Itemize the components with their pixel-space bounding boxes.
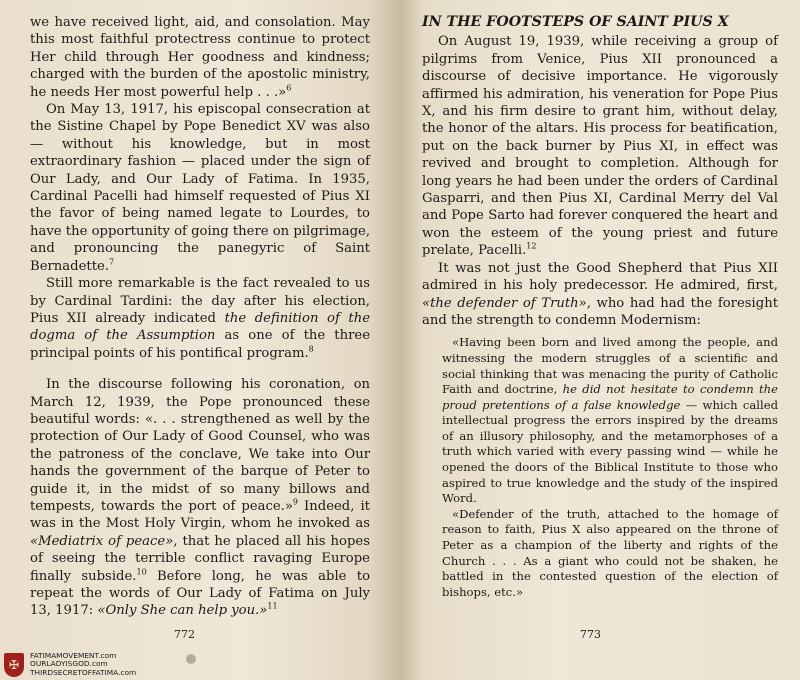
- text-run: It was not just the Good Shepherd that Pius XII admired in his holy predecessor. He admired, first,: [422, 260, 778, 294]
- shield-icon: ✠: [4, 653, 24, 677]
- paragraph: [422, 260, 778, 330]
- text-run: On August 19, 1939, while receiving a group of pilgrims from Venice, Pius XII pronounced a discourse of decisive importance. He vigorously affirmed his admiration, his veneration for Pope Pius X, and his firm desire to grant him, without delay, the honor of the altars. His process for beatification, put on the back burner by Pius XI, in effect was revived and brought to completion. Although for long years he had been under the orders of Cardinal Gasparri, and then Pius XI, Cardinal Merry del Val and Pope Sarto had forever conquered the heart and won the esteem of the young priest and future prelate, Pacelli.: [422, 34, 778, 259]
- right-page-text: [422, 14, 778, 600]
- text-run: , that he placed all his hopes of seeing the terrible conflict ravaging Europe finally subside.: [30, 533, 370, 584]
- text-run: Still more remarkable is the fact revealed to us by Cardinal Tardini: the day after his election, Pius XII already indicated: [30, 276, 370, 326]
- footnote-ref: 10: [136, 567, 147, 577]
- ink-smudge: [186, 654, 196, 664]
- emphasis-text: the definition of the dogma of the Assumption: [30, 310, 370, 344]
- footnote-ref: 11: [267, 602, 278, 612]
- emphasis-text: he did not hesitate to condemn the proud pretentions of a false knowledge: [442, 382, 778, 412]
- text-run: «Having been born and lived among the people, and witnessing the modern struggles of a scientific and social thinking that was menacing the purity of Catholic Faith and doctrine,: [442, 335, 778, 397]
- text-run: On May 13, 1917, his episcopal consecration at the Sistine Chapel by Pope Benedict XV was also — without his knowledge, but in most extraordinary fashion — placed under the sign of Our Lady, and Our Lady of Fatima. In 1935, Cardinal Pacelli had himself requested of Pius XI the favor of being named legate to Lourdes, to have the opportunity of going there on pilgrimage, and pronouncing the panegyric of Saint Bernadette.: [30, 102, 371, 274]
- footnote-ref: 9: [292, 497, 299, 507]
- footnote-ref: 8: [308, 344, 314, 354]
- footnote-ref: 6: [286, 83, 292, 93]
- watermark-links: [30, 652, 136, 677]
- text-run: — which called intellectual progress the errors inspired by the dreams of an illusory philosophy, and the metamorphoses of a truth which varied with every passing wind — while he opened the doors of the Biblical Institute to those who aspired to true knowledge and the study of the inspired Word.: [442, 397, 778, 506]
- page-number-right: 773: [580, 628, 601, 641]
- paragraph: [442, 507, 778, 601]
- emphasis-text: «Mediatrix of peace»: [30, 533, 174, 549]
- right-page: [400, 0, 800, 680]
- watermark-link-ourladyisgod[interactable]: OURLADYISGOD.com: [30, 659, 108, 669]
- footnote-ref: 7: [109, 257, 115, 267]
- text-run: Before long, he was able to repeat the words of Our Lady of Fatima on July 13, 1917:: [30, 568, 371, 619]
- text-run: , who had had the foresight and the strength to condemn Modernism:: [422, 295, 778, 328]
- emphasis-text: «Only She can help you.»: [97, 603, 268, 619]
- running-head: IN THE FOOTSTEPS OF SAINT PIUS X: [422, 14, 729, 30]
- emphasis-text: «the defender of Truth»: [422, 295, 587, 311]
- paragraph: [422, 33, 778, 259]
- footnote-ref: 12: [526, 241, 537, 251]
- text-run: Indeed, it was in the Most Holy Virgin, whom he invoked as: [30, 498, 370, 532]
- text-run: as one of the three principal points of his pontifical program.: [30, 328, 371, 361]
- watermark-link-fatimamovement[interactable]: FATIMAMOVEMENT.com: [30, 651, 117, 660]
- watermark-link-thirdsecret[interactable]: THIRDSECRETOFFATIMA.com: [30, 667, 137, 677]
- paragraph: [30, 14, 370, 101]
- text-run: In the discourse following his coronation, on March 12, 1939, the Pope pronounced these beautiful words: «. . . strengthened as well by the protection of Our Lady of Good Counsel, who was the patroness of the conclave, We take into Our hands the government of the barque of Peter to guide it, in the midst of so many billows and tempests, towards the port of peace.»: [30, 377, 370, 514]
- paragraph: [30, 275, 370, 362]
- paragraph: [30, 101, 370, 275]
- block-quote: [442, 335, 778, 600]
- right-body: [422, 33, 778, 329]
- text-run: we have received light, aid, and consolation. May this most faithful protectress continue to protect Her child through Her goodness and kindness; charged with the burden of the apostolic ministry, he needs Her most powerful help . . .»: [30, 15, 370, 100]
- paragraph: [442, 335, 778, 507]
- paragraph-gap: [30, 362, 370, 376]
- left-page-text: [30, 14, 370, 620]
- watermark-logo: [4, 652, 136, 677]
- text-run: «Defender of the truth, attached to the homage of reason to faith, Pius X also appeared on the throne of Peter as a champion of the liberty and rights of the Church . . . As a giant who could not be shaken, he battled in the contested question of the election of bishops, etc.»: [442, 506, 778, 599]
- paragraph: [30, 376, 370, 620]
- page-number-left: 772: [174, 628, 195, 641]
